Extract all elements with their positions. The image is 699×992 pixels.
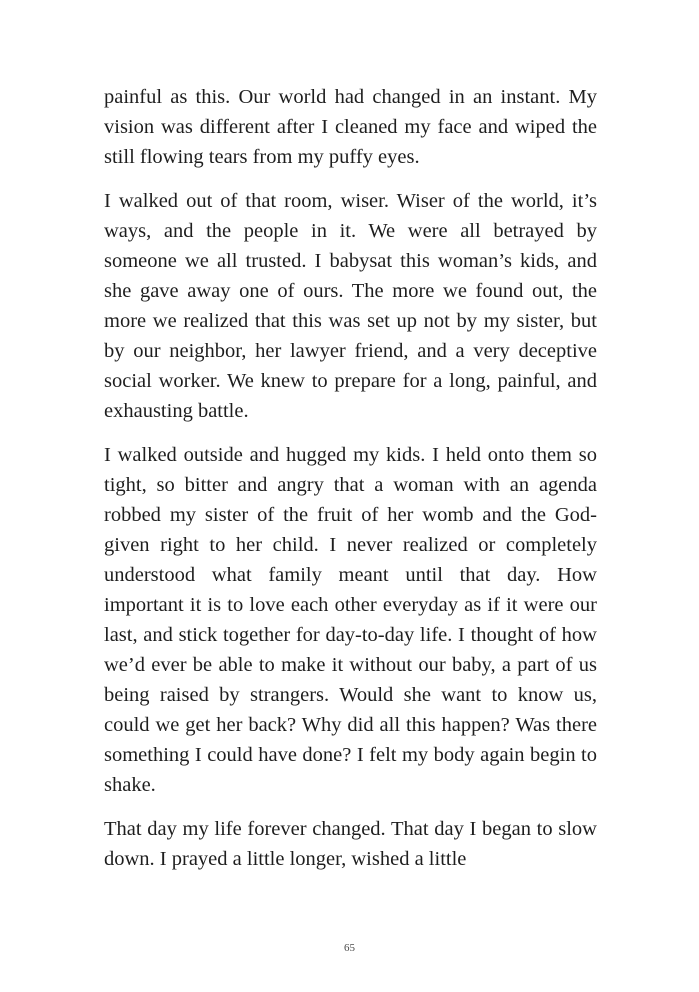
page-number: 65 xyxy=(344,942,355,954)
body-text xyxy=(104,82,597,888)
paragraph-4: That day my life forever changed. That day I began to slow down. I prayed a little longer, wished a little xyxy=(104,818,597,870)
paragraph-3: I walked outside and hugged my kids. I held onto them so tight, so bitter and angry that a woman with an agenda robbed my sister of the fruit of her womb and the God-given right to her child. I never realized or completely understood what family meant until that day. How important it is to love each other everyday as if it were our last, and stick together for day-to-day life. I thought of how we’d ever be able to make it without our baby, a part of us being raised by strangers. Would she want to know us, could we get her back? Why did all this happen? Was there something I could have done? I felt my body again begin to shake. xyxy=(104,444,597,796)
paragraph-2: I walked out of that room, wiser. Wiser of the world, it’s ways, and the people in it. We were all betrayed by someone we all trusted. I babysat this woman’s kids, and she gave away one of ours. The more we found out, the more we realized that this was set up not by my sister, but by our neighbor, her lawyer friend, and a very deceptive social worker. We knew to prepare for a long, painful, and exhausting battle. xyxy=(104,190,597,422)
paragraph-1: painful as this. Our world had changed in an instant. My vision was different after I cleaned my face and wiped the still flowing tears from my puffy eyes. xyxy=(104,86,597,168)
